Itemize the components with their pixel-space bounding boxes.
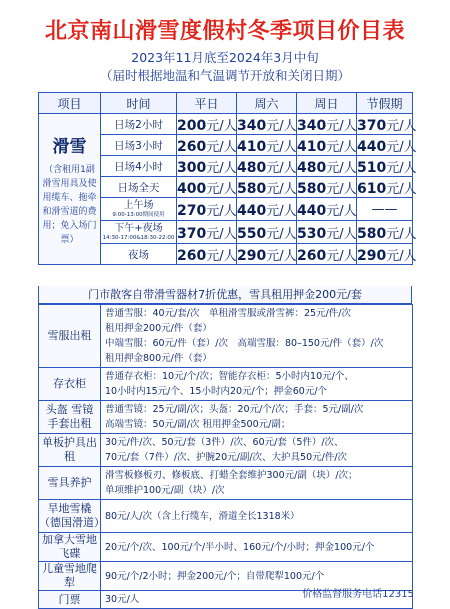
table-row bbox=[39, 533, 413, 562]
price-unit: 元/人 bbox=[266, 118, 297, 134]
price-weekday bbox=[177, 135, 237, 156]
price-weekday bbox=[177, 177, 237, 198]
price-value: 480 bbox=[297, 159, 327, 176]
header-time: 时间 bbox=[101, 93, 177, 114]
price-unit: 元/人 bbox=[266, 139, 297, 155]
ski-label: 滑雪 bbox=[52, 136, 87, 157]
price-unit: 元/人 bbox=[266, 226, 297, 242]
rental-line: 普通存衣柜：10元/个/次；智能存衣柜：5小时内10元/个、 bbox=[105, 371, 354, 382]
time-label: 日场全天 bbox=[117, 181, 160, 194]
price-unit: 元/人 bbox=[386, 118, 417, 134]
table-row bbox=[39, 467, 413, 500]
rental-line: 滑雪板修板刃、修板底、打蜡全套维护300元/副（块）/次； bbox=[105, 470, 358, 481]
price-sun bbox=[297, 221, 357, 244]
table-row bbox=[39, 434, 413, 467]
time-window: 9:00-13:00期间使用 bbox=[112, 211, 165, 218]
table-row bbox=[39, 305, 413, 368]
price-sat bbox=[237, 135, 297, 156]
price-value: 370 bbox=[177, 225, 207, 242]
price-value: 610 bbox=[357, 180, 387, 197]
time-cell bbox=[101, 221, 177, 244]
price-value: 480 bbox=[237, 159, 267, 176]
rental-line: 70元/套（7件）/次、护腕20元/副/次、大护具50元/件/次 bbox=[105, 452, 348, 463]
rental-description bbox=[101, 401, 413, 434]
price-unit: 元/人 bbox=[326, 181, 357, 197]
time-label: 日场4小时 bbox=[114, 160, 163, 173]
rental-label: 单板护具出租 bbox=[39, 434, 101, 467]
price-value: 510 bbox=[357, 159, 387, 176]
price-holiday bbox=[357, 135, 417, 156]
rental-line: 中端雪服：60元/件（套）/次 高端雪服：80–150元/件（套）/次 bbox=[105, 338, 384, 349]
table-row bbox=[39, 401, 413, 434]
price-value: 400 bbox=[177, 180, 207, 197]
time-window: 14:30-17:00&18:30-22:00 bbox=[102, 234, 175, 241]
time-cell bbox=[101, 244, 177, 265]
rental-description bbox=[101, 368, 413, 401]
price-unit: 元/人 bbox=[386, 226, 417, 242]
table-header-row bbox=[39, 93, 413, 114]
price-sat bbox=[237, 198, 297, 221]
price-sun bbox=[297, 177, 357, 198]
price-value: 440 bbox=[297, 202, 327, 219]
rental-label: 头盔 雪镜 手套出租 bbox=[39, 401, 101, 434]
price-unit: 元/人 bbox=[206, 203, 237, 219]
time-label: 日场3小时 bbox=[114, 139, 163, 152]
price-weekday bbox=[177, 156, 237, 177]
price-unit: 元/人 bbox=[206, 139, 237, 155]
rental-line: 租用押金800元/件（套） bbox=[105, 353, 212, 364]
price-sat bbox=[237, 114, 297, 135]
price-unit: 元/人 bbox=[266, 248, 297, 264]
rental-line: 普通雪服：40元/套/次 单租滑雪服或滑雪裤：25元/件/次 bbox=[105, 308, 351, 319]
price-unit: 元/人 bbox=[266, 160, 297, 176]
rental-label: 雪服出租 bbox=[39, 305, 101, 368]
rental-line: 租用押金200元/件（套） bbox=[105, 323, 212, 334]
price-value: 340 bbox=[237, 117, 267, 134]
rental-description bbox=[101, 500, 413, 533]
price-unit: 元/人 bbox=[326, 203, 357, 219]
price-value: 580 bbox=[237, 180, 267, 197]
rental-description bbox=[101, 533, 413, 562]
time-cell bbox=[101, 177, 177, 198]
header-sunday: 周日 bbox=[297, 93, 357, 114]
price-value: —— bbox=[371, 201, 398, 217]
rental-line: 90元/个/2小时；押金200元/个；自带爬犁100元/个 bbox=[105, 570, 325, 582]
time-cell bbox=[101, 156, 177, 177]
footer-hotline: 价格监督服务电话12315 bbox=[302, 589, 414, 600]
price-weekday bbox=[177, 244, 237, 265]
price-unit: 元/人 bbox=[326, 248, 357, 264]
price-unit: 元/人 bbox=[206, 248, 237, 264]
price-value: 410 bbox=[297, 138, 327, 155]
price-value: 290 bbox=[237, 247, 267, 264]
time-label: 上午场 bbox=[123, 199, 154, 211]
price-value: 580 bbox=[297, 180, 327, 197]
rental-label: 门票 bbox=[39, 591, 101, 609]
price-unit: 元/人 bbox=[266, 181, 297, 197]
price-value: 530 bbox=[297, 225, 327, 242]
rental-label: 加拿大雪地飞碟 bbox=[39, 533, 101, 562]
table-row bbox=[39, 114, 413, 135]
time-label: 下午+夜场 bbox=[114, 222, 163, 234]
price-unit: 元/人 bbox=[206, 226, 237, 242]
rental-description bbox=[101, 434, 413, 467]
price-sat bbox=[237, 156, 297, 177]
price-unit: 元/人 bbox=[206, 118, 237, 134]
rental-label: 存衣柜 bbox=[39, 368, 101, 401]
time-cell bbox=[101, 198, 177, 221]
price-value: 440 bbox=[357, 138, 387, 155]
price-unit: 元/人 bbox=[206, 181, 237, 197]
ski-note: （含租用1副滑雪用具及使用缆车、拖牵和滑雪道的费用；免入场门票） bbox=[42, 164, 97, 245]
price-sun bbox=[297, 156, 357, 177]
time-label: 夜场 bbox=[128, 248, 149, 261]
header-holiday: 节假期 bbox=[357, 93, 413, 114]
rental-line: 10小时内15元/个、15小时内20元/个；押金60元/个 bbox=[105, 386, 328, 397]
table-row bbox=[39, 368, 413, 401]
price-unit: 元/人 bbox=[386, 160, 417, 176]
rental-description bbox=[101, 305, 413, 368]
time-cell bbox=[101, 135, 177, 156]
price-value: 580 bbox=[357, 225, 387, 242]
season-note: （届时根据地温和气温调节开放和关闭日期） bbox=[99, 68, 350, 83]
time-label: 日场2小时 bbox=[114, 118, 163, 131]
rental-line: 30元/件/次、50元/套（3件）/次、60元/套（5件）/次、 bbox=[105, 437, 344, 448]
rental-description bbox=[101, 467, 413, 500]
price-sun bbox=[297, 135, 357, 156]
price-value: 260 bbox=[177, 138, 207, 155]
rental-line: 高端雪镜：50元/副/次 租用押金500元/副； bbox=[105, 419, 291, 430]
price-unit: 元/人 bbox=[326, 226, 357, 242]
price-unit: 元/人 bbox=[326, 139, 357, 155]
price-unit: 元/人 bbox=[386, 181, 417, 197]
price-value: 440 bbox=[237, 202, 267, 219]
time-cell bbox=[101, 114, 177, 135]
rental-label: 儿童雪地爬犁 bbox=[39, 562, 101, 591]
price-value: 370 bbox=[357, 117, 387, 134]
rental-label: 雪具养护 bbox=[39, 467, 101, 500]
rental-line: 普通雪镜：25元/副/次；头盔：20元/个/次；手套：5元/副/次 bbox=[105, 404, 364, 415]
price-holiday bbox=[357, 221, 417, 244]
price-sun bbox=[297, 198, 357, 221]
header-item: 项目 bbox=[39, 93, 101, 114]
price-unit: 元/人 bbox=[326, 118, 357, 134]
header-weekday: 平日 bbox=[177, 93, 237, 114]
price-unit: 元/人 bbox=[386, 248, 417, 264]
price-holiday bbox=[357, 177, 417, 198]
page-title: 北京南山滑雪度假村冬季项目价目表 bbox=[44, 19, 405, 44]
price-value: 550 bbox=[237, 225, 267, 242]
price-unit: 元/人 bbox=[386, 139, 417, 155]
price-value: 340 bbox=[297, 117, 327, 134]
rental-line: 单项维护100元/副（块）/次 bbox=[105, 485, 225, 496]
price-value: 260 bbox=[177, 247, 207, 264]
price-sat bbox=[237, 244, 297, 265]
price-value: 300 bbox=[177, 159, 207, 176]
rental-line: 30元/人 bbox=[105, 594, 140, 605]
price-sat bbox=[237, 221, 297, 244]
price-value: 270 bbox=[177, 202, 207, 219]
rental-label: 旱地雪橇 （德国滑道） bbox=[39, 500, 101, 533]
price-unit: 元/人 bbox=[326, 160, 357, 176]
price-sun bbox=[297, 244, 357, 265]
price-unit: 元/人 bbox=[266, 203, 297, 219]
price-value: 290 bbox=[357, 247, 387, 264]
price-sun bbox=[297, 114, 357, 135]
price-weekday bbox=[177, 198, 237, 221]
ski-price-table bbox=[38, 92, 417, 265]
price-value: 260 bbox=[297, 247, 327, 264]
ski-item-cell bbox=[39, 114, 101, 265]
rental-line: 80元/人/次（含上行缆车，滑道全长1318米） bbox=[105, 510, 300, 522]
price-value: 410 bbox=[237, 138, 267, 155]
header-saturday: 周六 bbox=[237, 93, 297, 114]
price-weekday bbox=[177, 114, 237, 135]
price-holiday bbox=[357, 198, 413, 221]
rental-table bbox=[38, 304, 413, 609]
price-holiday bbox=[357, 244, 417, 265]
table-row bbox=[39, 500, 413, 533]
price-sat bbox=[237, 177, 297, 198]
price-holiday bbox=[357, 156, 417, 177]
season-dates: 2023年11月底至2024年3月中旬 bbox=[131, 50, 319, 65]
rental-line: 20元/个/次、100元/个/半小时、160元/个/小时；押金100元/个 bbox=[105, 541, 375, 553]
discount-notice: 门市散客自带滑雪器材7折优惠，雪具租用押金200元/套 bbox=[38, 286, 412, 304]
price-weekday bbox=[177, 221, 237, 244]
price-unit: 元/人 bbox=[206, 160, 237, 176]
price-holiday bbox=[357, 114, 417, 135]
price-value: 200 bbox=[177, 117, 207, 134]
